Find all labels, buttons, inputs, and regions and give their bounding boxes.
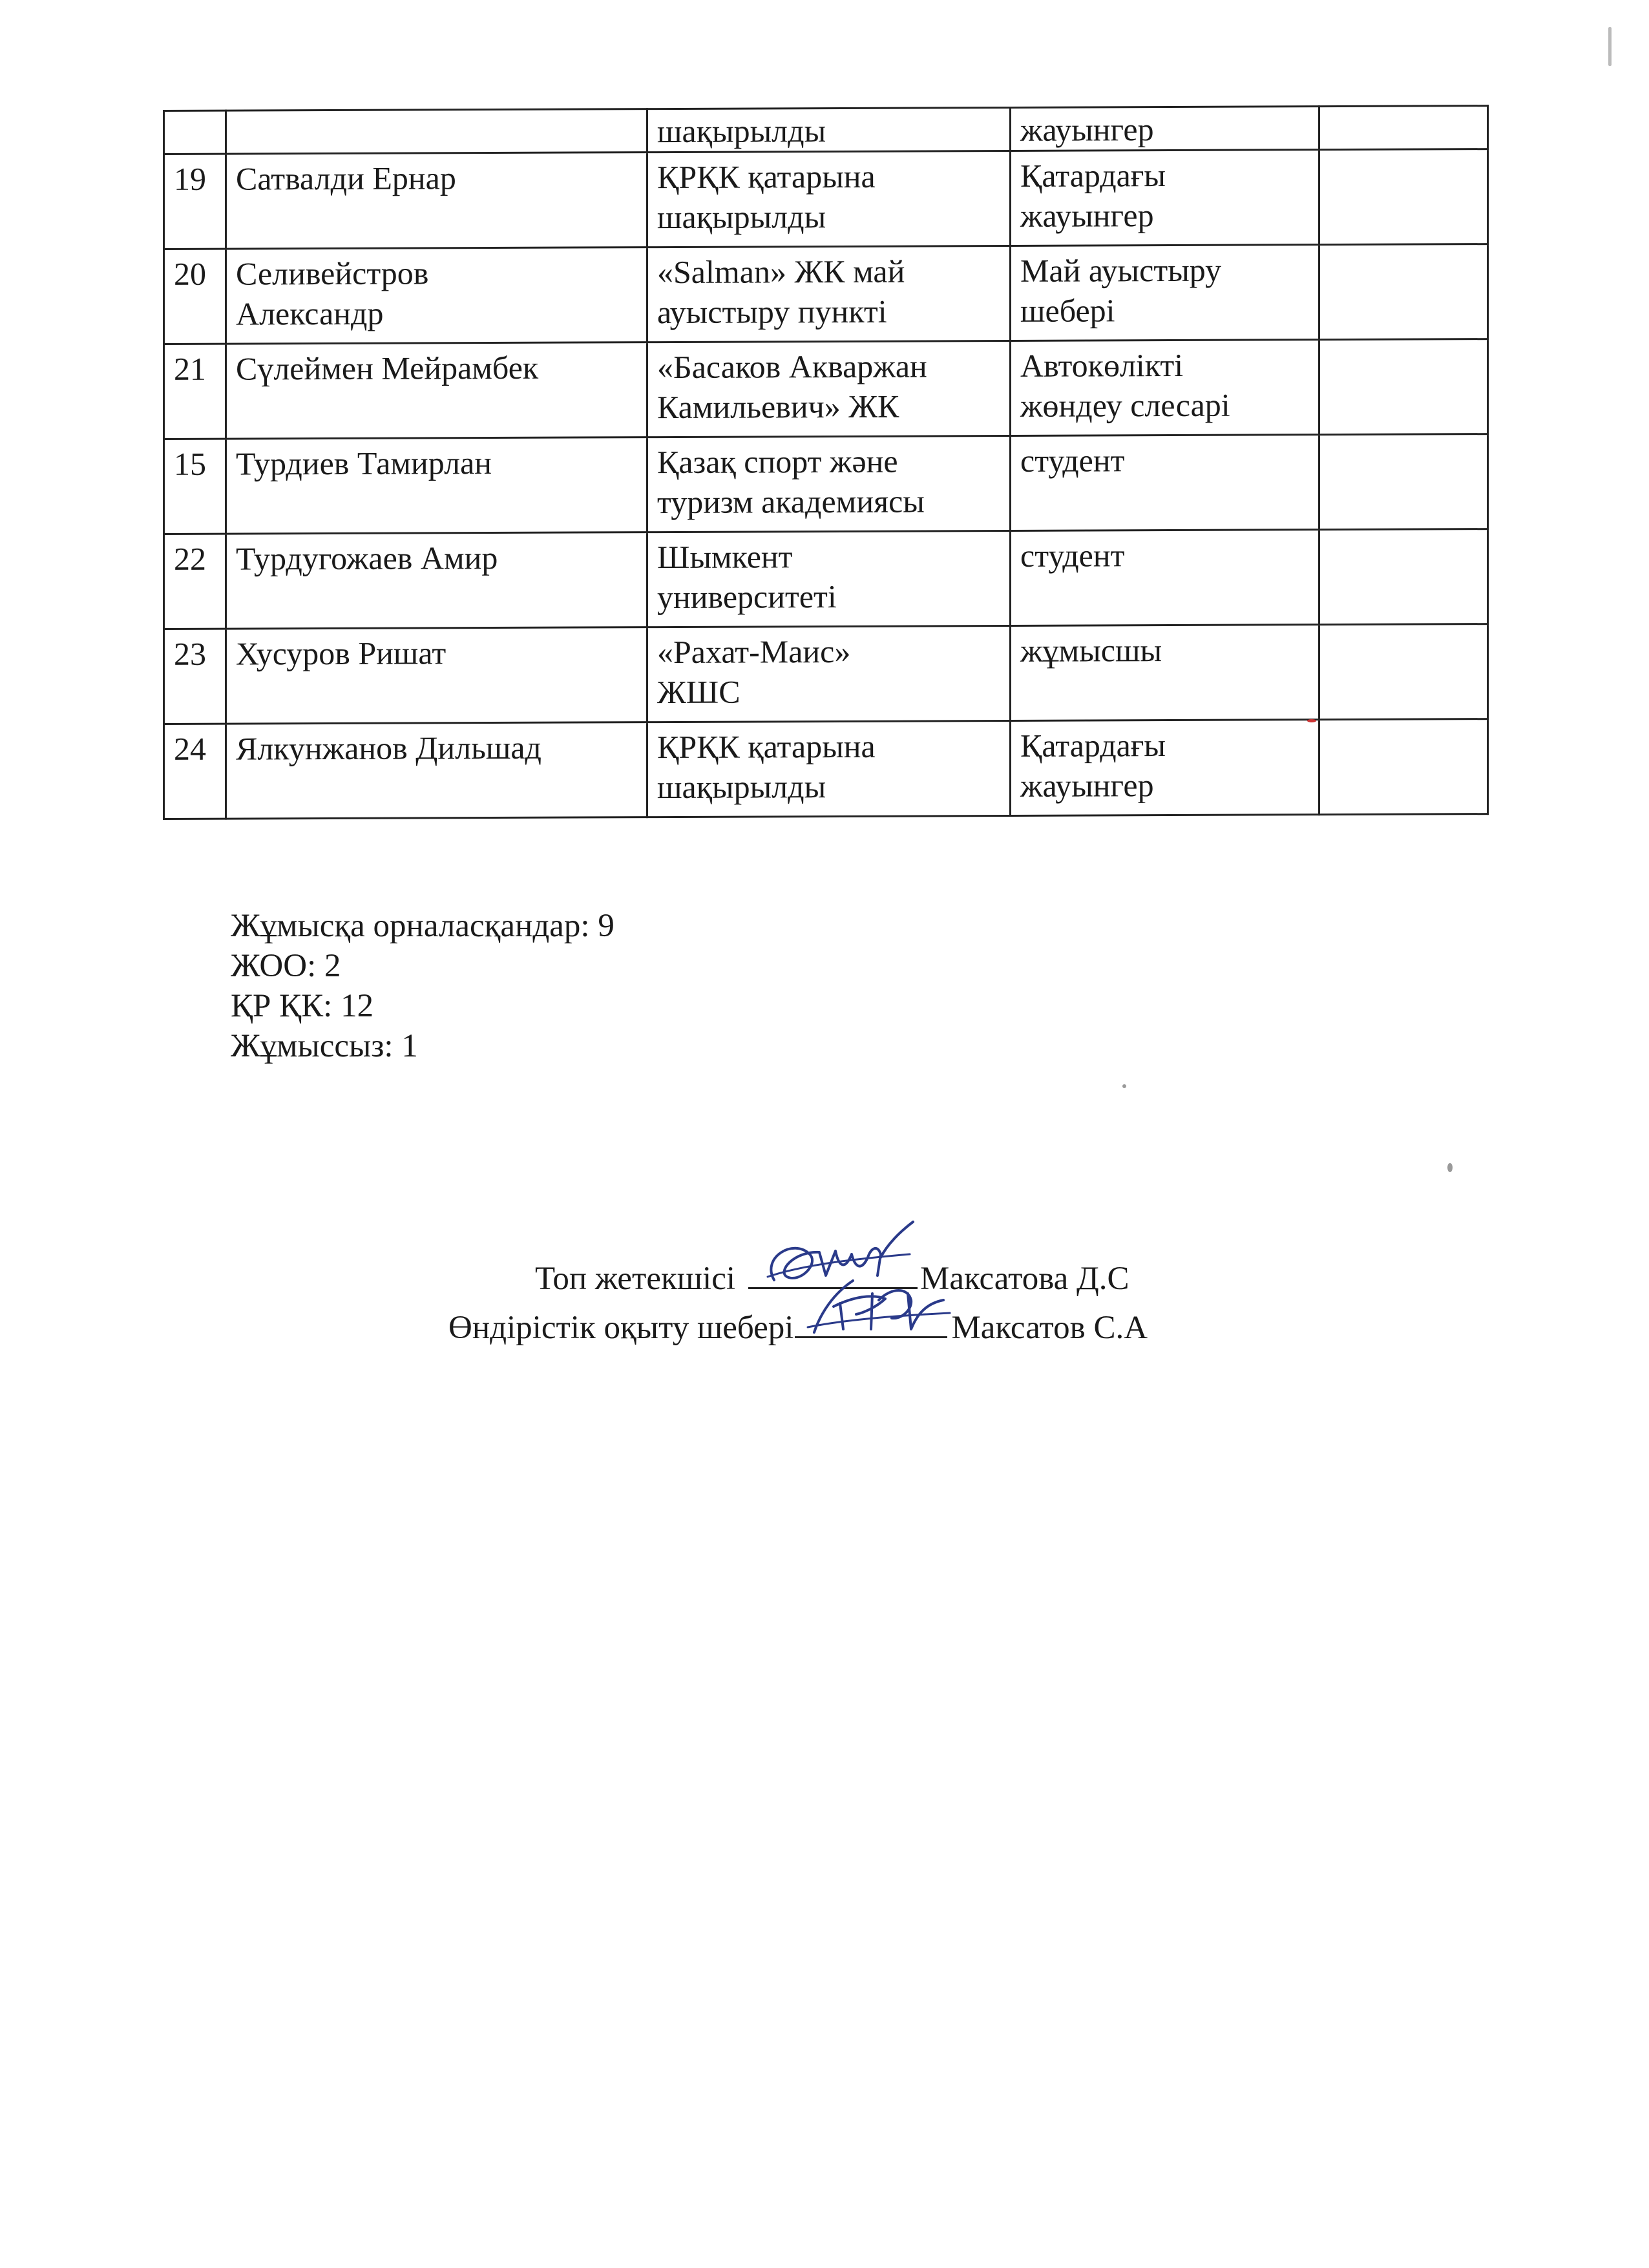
cell-extra: [1319, 624, 1488, 720]
table-row-continued: [164, 106, 1488, 154]
cell-line: жұмысшы: [1020, 632, 1162, 669]
cell-name: Сатвалди Ернар: [226, 152, 647, 249]
cell-num: 19: [164, 154, 226, 249]
cell-line: Камильевич» ЖК: [657, 388, 899, 426]
scan-artifact: [1608, 27, 1612, 66]
handwritten-signature-icon: [795, 1268, 963, 1345]
cell-num: 20: [164, 249, 226, 344]
cell-line: студент: [1020, 537, 1125, 574]
cell-num: 15: [164, 439, 226, 534]
cell-num: 21: [164, 344, 226, 439]
cell-line: шақырылды: [657, 198, 826, 236]
cell-role: [1011, 435, 1319, 531]
cell-line: жауынгер: [1020, 197, 1154, 234]
cell-name: Турдугожаев Амир: [226, 532, 647, 629]
cell-line: университеті: [657, 578, 837, 616]
master-signature-line: [448, 1308, 1148, 1348]
scan-artifact: [1447, 1163, 1453, 1172]
cell-line: Селивейстров: [236, 255, 429, 292]
cell-place: [647, 151, 1011, 247]
cell-line: ҚРҚК қатарына: [657, 728, 876, 766]
cell-place: [647, 246, 1011, 342]
cell-name: [226, 109, 647, 154]
summary-university: ЖОО: 2: [231, 948, 341, 984]
cell-line: жөндеу слесарі: [1020, 386, 1230, 424]
cell-line: шебері: [1020, 292, 1115, 329]
master-label: Өндірістік оқыту шебері: [448, 1310, 794, 1346]
cell-place: шақырылды: [647, 107, 1011, 152]
summary-block: [231, 906, 614, 1066]
cell-extra: [1319, 434, 1488, 530]
cell-role: жауынгер: [1011, 107, 1319, 151]
table-row: [164, 719, 1488, 819]
cell-name: Сүлеймен Мейрамбек: [226, 342, 647, 439]
group-leader-label: Топ жетекшісі: [535, 1261, 736, 1297]
cell-name: Ялкунжанов Дильшад: [226, 722, 647, 819]
cell-num: 22: [164, 534, 226, 629]
scan-artifact: [1122, 1084, 1126, 1088]
cell-extra: [1319, 106, 1488, 150]
cell-line: студент: [1020, 442, 1125, 479]
cell-role: [1011, 245, 1319, 341]
cell-extra: [1319, 244, 1488, 340]
table-row: [164, 149, 1488, 249]
cell-line: Қатардағы: [1020, 157, 1166, 194]
cell-role: [1011, 530, 1319, 626]
signature-blank: [795, 1308, 947, 1338]
cell-line: туризм академиясы: [657, 483, 925, 521]
cell-line: шақырылды: [657, 768, 826, 806]
cell-place: [647, 341, 1011, 437]
summary-employed: Жұмысқа орналасқандар: 9: [231, 908, 614, 944]
cell-line: ҚРҚК қатарына: [657, 158, 876, 196]
table-row: [164, 529, 1488, 629]
group-leader-name: Максатова Д.С: [920, 1261, 1129, 1297]
table-row: [164, 339, 1488, 439]
cell-line: «Salman» ЖК май: [657, 253, 905, 291]
scan-artifact: [1307, 719, 1316, 722]
cell-line: Қатардағы: [1020, 727, 1166, 764]
cell-name: [226, 247, 647, 344]
cell-extra: [1319, 529, 1488, 625]
cell-line: Автокөлікті: [1020, 346, 1184, 384]
cell-place: [647, 436, 1011, 532]
cell-extra: [1319, 719, 1488, 815]
master-name: Максатов С.А: [951, 1310, 1148, 1346]
table-row: [164, 624, 1488, 724]
cell-line: ЖШС: [657, 673, 740, 711]
cell-num: 23: [164, 629, 226, 724]
table-row: [164, 434, 1488, 534]
graduates-table: [163, 105, 1489, 820]
cell-line: «Рахат-Маис»: [657, 633, 851, 671]
summary-unemployed: Жұмыссыз: 1: [231, 1028, 418, 1064]
table-row: [164, 244, 1488, 344]
summary-army: ҚР ҚК: 12: [231, 988, 374, 1024]
cell-place: [647, 530, 1011, 627]
cell-line: «Басаков Акваржан: [657, 348, 927, 386]
cell-line: ауыстыру пункті: [657, 293, 887, 331]
cell-extra: [1319, 339, 1488, 435]
cell-num: 24: [164, 724, 226, 819]
cell-role: [1011, 150, 1319, 246]
cell-line: Шымкент: [657, 538, 793, 576]
cell-num: [164, 110, 226, 154]
cell-line: Май ауыстыру: [1020, 251, 1222, 289]
cell-line: жауынгер: [1020, 767, 1154, 804]
cell-name: Турдиев Тамирлан: [226, 437, 647, 534]
cell-role: [1011, 340, 1319, 436]
cell-name: Хусуров Ришат: [226, 627, 647, 724]
cell-line: Қазақ спорт және: [657, 443, 898, 481]
cell-place: [647, 720, 1011, 817]
cell-role: [1011, 720, 1319, 816]
cell-place: [647, 625, 1011, 722]
cell-line: Александр: [236, 295, 384, 332]
cell-role: [1011, 625, 1319, 721]
cell-extra: [1319, 149, 1488, 245]
